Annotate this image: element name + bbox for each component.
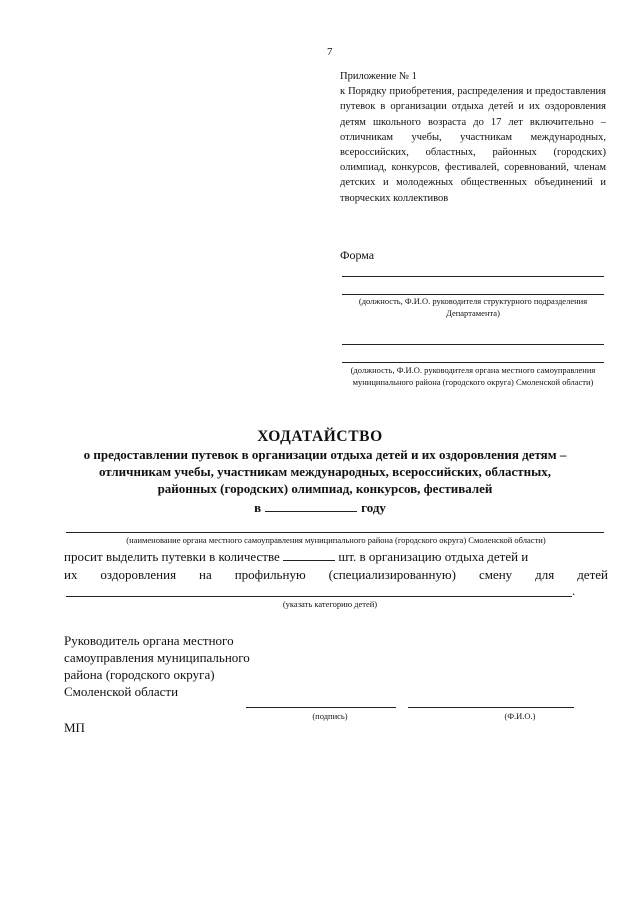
addressee-caption-1: (должность, Ф.И.О. руководителя структурного подразделения Департамента) — [358, 296, 588, 318]
appendix-title: Приложение № 1 — [340, 71, 417, 82]
petition-subtitle: о предоставлении путевок в организации отдыха детей и их оздоровления детям – отличникам учебы, участникам международных, всероссийских, областных, районных (городских) олимпиад, конкурсов, фестивалей — [83, 447, 567, 496]
page-number: 7 — [327, 46, 333, 58]
addressee-caption-2: (должность, Ф.И.О. руководителя органа местного самоуправления муниципального района (городского округа) Смоленской области) — [350, 365, 596, 387]
signer-line-4: Смоленской области — [64, 684, 179, 699]
addressee-line-1a — [342, 276, 604, 277]
year-suffix: году — [361, 500, 386, 515]
addressee-line-2a — [342, 344, 604, 345]
addressee-line-2b — [342, 362, 604, 363]
year-prefix: в — [254, 500, 262, 515]
signer-line-1: Руководитель органа местного — [64, 633, 234, 648]
appendix-block — [340, 69, 606, 206]
org-caption: (наименование органа местного самоуправления муниципального района (городского округа) Смоленской области) — [126, 535, 546, 545]
category-period: . — [572, 583, 576, 598]
request-text-b: шт. в организацию отдыха детей и — [338, 549, 529, 564]
name-line — [408, 707, 574, 708]
category-caption: (указать категорию детей) — [282, 599, 378, 609]
name-caption: (Ф.И.О.) — [504, 711, 536, 721]
year-blank — [265, 500, 357, 512]
signature-line — [246, 707, 396, 708]
request-line-1 — [64, 548, 608, 565]
stamp-place: МП — [64, 720, 85, 735]
org-line — [66, 532, 604, 533]
appendix-text: к Порядку приобретения, распределения и предоставления путевок в организации отдыха детей и их оздоровления детям школьного возраста до 17 лет включительно – отличникам учебы, участникам международных, всероссийских, областных, районных (городских) олимпиад, конкурсов, фестивалей, соревнований, членам детских и молодежных общественных объединений и творческих коллективов — [340, 86, 606, 204]
signature-caption: (подпись) — [312, 711, 348, 721]
category-line — [66, 596, 572, 597]
form-label: Форма — [340, 248, 375, 262]
signer-line-2: самоуправления муниципального — [64, 650, 250, 665]
petition-title: ХОДАТАЙСТВО — [257, 428, 383, 445]
petition-year-row — [0, 500, 640, 516]
quantity-blank — [283, 549, 335, 561]
request-line-2: их оздоровления на профильную (специализированную) смену для детей — [64, 567, 608, 582]
signer-line-3: района (городского округа) — [64, 667, 215, 682]
request-text-a: просит выделить путевки в количестве — [64, 549, 280, 564]
signer-block — [64, 632, 250, 700]
